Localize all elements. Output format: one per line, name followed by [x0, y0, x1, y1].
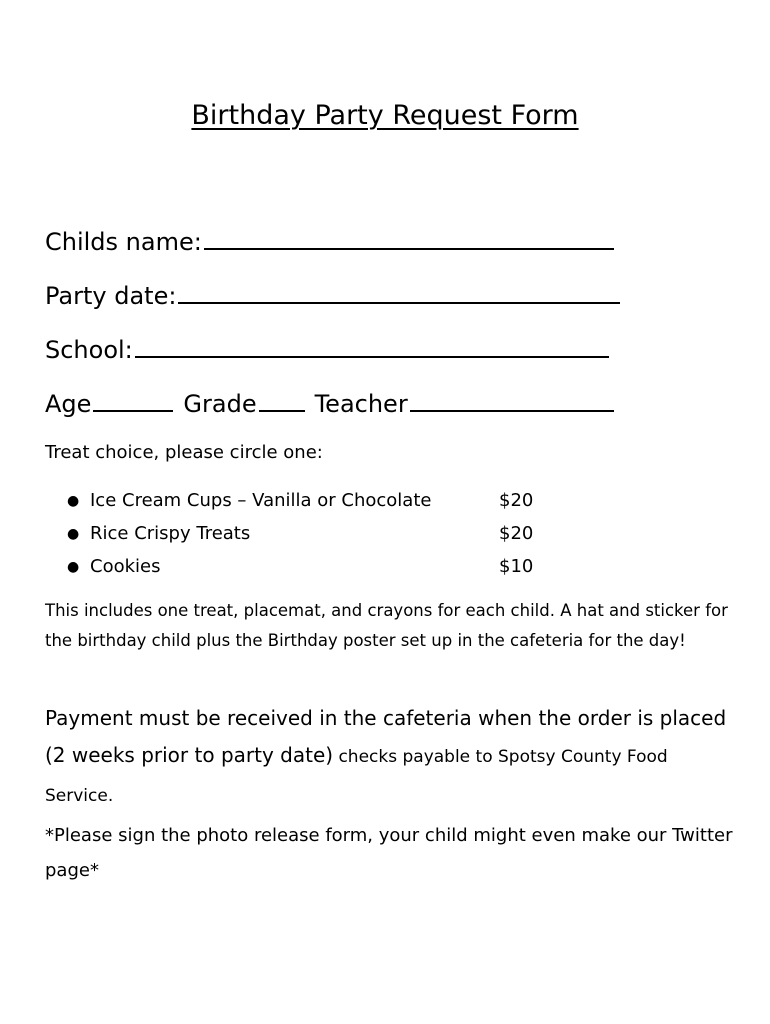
age-blank[interactable] — [93, 388, 173, 412]
bullet-icon: ● — [67, 559, 80, 575]
bullet-icon: ● — [67, 526, 80, 542]
bullet-icon: ● — [67, 493, 80, 509]
age-grade-teacher-row — [45, 388, 614, 419]
school-blank[interactable] — [135, 334, 609, 358]
treat-name: Ice Cream Cups – Vanilla or Chocolate — [90, 490, 432, 511]
party-date-field — [45, 280, 620, 311]
child-name-label: Childs name: — [45, 228, 202, 256]
payment-notice: Payment must be received in the cafeteria when the order is placed (2 weeks prior to party date) — [45, 706, 727, 767]
grade-blank[interactable] — [259, 388, 305, 412]
grade-label: Grade — [183, 390, 257, 418]
teacher-blank[interactable] — [410, 388, 614, 412]
school-field — [45, 334, 609, 365]
page-title: Birthday Party Request Form — [191, 100, 579, 131]
party-date-blank[interactable] — [178, 280, 620, 304]
payment-payable-to: checks payable to Spotsy County Food Service. — [45, 747, 668, 806]
teacher-label: Teacher — [314, 390, 408, 418]
party-date-label: Party date: — [45, 282, 177, 310]
age-label: Age — [45, 390, 92, 418]
treat-choice-label: Treat choice, please circle one: — [45, 442, 323, 463]
treat-name: Cookies — [90, 556, 161, 577]
school-label: School: — [45, 336, 133, 364]
payment-paragraph — [45, 700, 735, 815]
includes-paragraph: This includes one treat, placemat, and crayons for each child. A hat and sticker for the birthday child plus the Birthday poster set up in the cafeteria for the day! — [45, 601, 728, 650]
treat-price: $20 — [499, 490, 534, 511]
photo-release-note: *Please sign the photo release form, your child might even make our Twitter page* — [45, 825, 733, 881]
child-name-field — [45, 226, 614, 257]
treat-price: $20 — [499, 523, 534, 544]
treat-price: $10 — [499, 556, 534, 577]
child-name-blank[interactable] — [204, 226, 614, 250]
treat-name: Rice Crispy Treats — [90, 523, 251, 544]
